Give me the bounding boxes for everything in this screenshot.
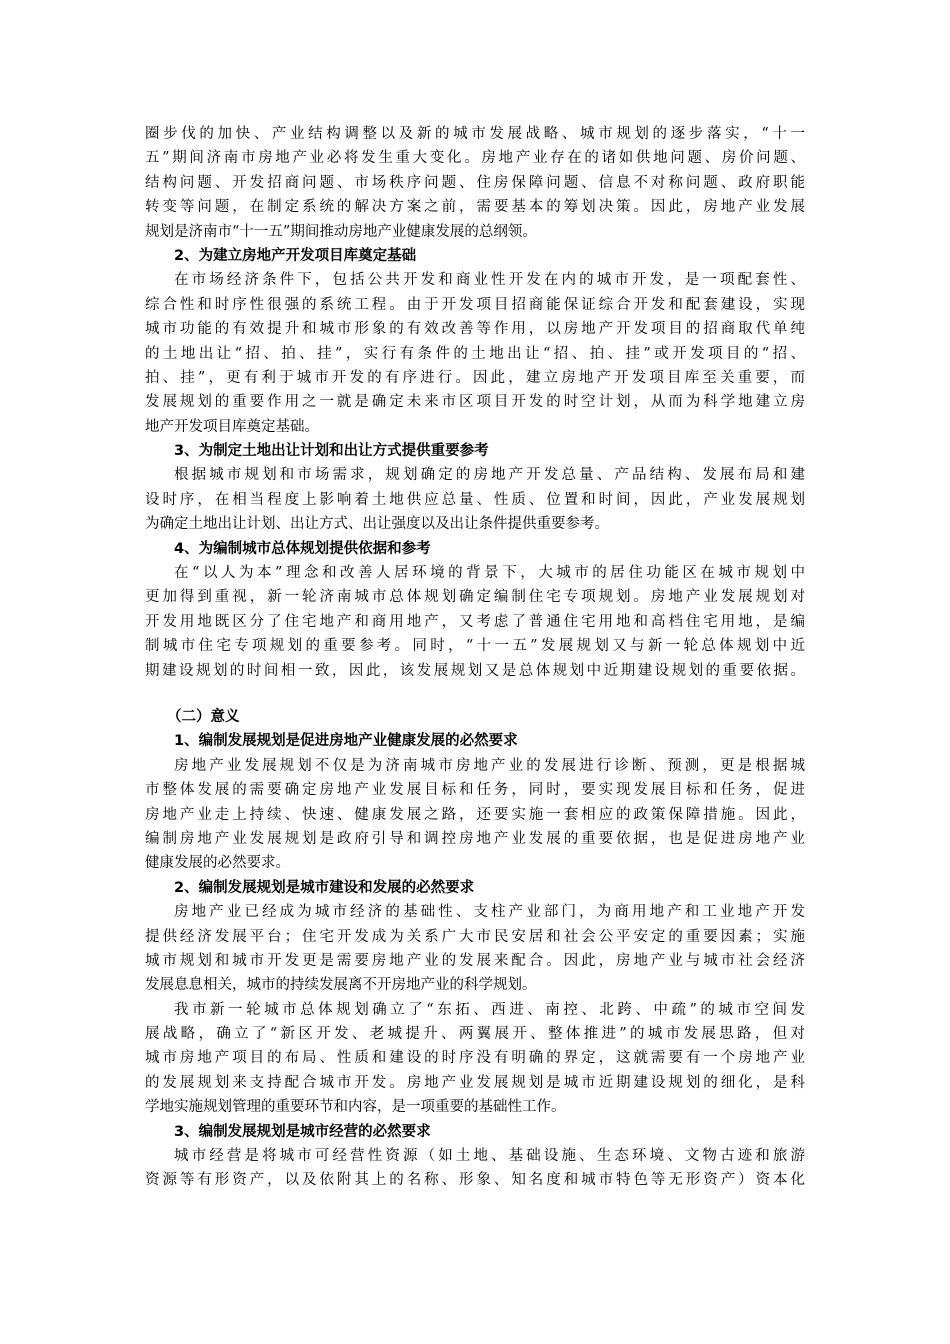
text-line: 在市场经济条件下，包括公共开发和商业性开发在内的城市开发，是一项配套性、 xyxy=(174,272,805,289)
text-line: 展战略，确立了“新区开发、老城提升、两翼展开、整体推进”的城市发展思路，但对 xyxy=(145,1026,805,1043)
text-line: 转变等问题，在制定系统的解决方案之前，需要基本的筹划决策。因此，房地产业发展 xyxy=(145,199,805,216)
paragraph-city-construction xyxy=(145,900,805,998)
text-line: 五”期间济南市房地产业必将发生重大变化。房地产业存在的诸如供地问题、房价问题、 xyxy=(145,150,805,167)
text-line: 发展息息相关，城市的持续发展离不开房地产业的科学规划。 xyxy=(145,977,537,994)
text-line: 学地实施规划管理的重要环节和内容，是一项重要的基础性工作。 xyxy=(145,1099,566,1116)
paragraph-healthy-development xyxy=(145,754,805,876)
text-line: 房地产业发展规划不仅是为济南城市房地产业的发展进行诊断、预测，更是根据城 xyxy=(174,757,805,774)
text-line: 综合性和时序性很强的系统工程。由于开发项目招商能保证综合开发和配套建设，实现 xyxy=(145,296,805,313)
text-line: 结构问题、开发招商问题、市场秩序问题、住房保障问题、信息不对称问题、政府职能 xyxy=(145,174,805,191)
text-line: 城市房地产项目的布局、性质和建设的时序没有明确的界定，这就需要有一个房地产业 xyxy=(145,1050,805,1067)
text-line: 市整体发展的需要确定房地产业发展目标和任务，同时，要实现发展目标和任务，促进 xyxy=(145,782,805,799)
text-line: 期建设规划的时间相一致，因此，该发展规划又是总体规划中近期建设规划的重要依据。 xyxy=(145,662,805,679)
text-line: 圈步伐的加快、产业结构调整以及新的城市发展战略、城市规划的逐步落实，“十一 xyxy=(145,126,805,142)
text-line: 城市功能的有效提升和城市形象的有效改善等作用，以房地产开发项目的招商取代单纯 xyxy=(145,321,805,338)
heading-master-plan: 4、为编制城市总体规划提供依据和参考 xyxy=(174,540,431,557)
text-line: 在“以人为本”理念和改善人居环境的背景下，大城市的居住功能区在城市规划中 xyxy=(174,565,805,582)
paragraph-spatial-strategy xyxy=(145,998,805,1120)
paragraph-project-library xyxy=(145,268,805,439)
text-line: 开发用地既区分了住宅地产和商用地产，又考虑了普通住宅用地和高档住宅用地，是编 xyxy=(145,613,805,630)
text-line: 编制房地产业发展规划是政府引导和调控房地产业发展的重要依据，也是促进房地产业 xyxy=(145,830,805,847)
text-line: 规划是济南市“十一五”期间推动房地产业健康发展的总纲领。 xyxy=(145,223,537,240)
text-line: 房地产业走上持续、快速、健康发展之路，还要实施一套相应的政策保障措施。因此， xyxy=(145,806,805,823)
text-line: 房地产业已经成为城市经济的基础性、支柱产业部门，为商用地产和工业地产开发 xyxy=(174,904,805,921)
text-line: 为确定土地出让计划、出让方式、出让强度以及出让条件提供重要参考。 xyxy=(145,516,609,533)
text-line: 拍、挂”，更有利于城市开发的有序进行。因此，建立房地产开发项目库至关重要，而 xyxy=(145,369,805,386)
text-line: 提供经济发展平台；住宅开发成为关系广大市民安居和社会公平安定的重要因素；实施 xyxy=(145,928,805,945)
text-line: 设时序，在相当程度上影响着土地供应总量、性质、位置和时间，因此，产业发展规划 xyxy=(145,491,805,508)
heading-city-operation: 3、编制发展规划是城市经营的必然要求 xyxy=(174,1123,431,1140)
text-line: 健康发展的必然要求。 xyxy=(145,855,290,872)
heading-project-library: 2、为建立房地产开发项目库奠定基础 xyxy=(174,247,417,264)
text-line: 我市新一轮城市总体规划确立了“东拓、西进、南控、北跨、中疏”的城市空间发 xyxy=(174,1001,805,1018)
text-line: 制城市住宅专项规划的重要参考。同时，“十一五”发展规划又与新一轮总体规划中近 xyxy=(145,638,805,655)
heading-healthy-development: 1、编制发展规划是促进房地产业健康发展的必然要求 xyxy=(174,733,518,750)
paragraph-master-plan xyxy=(145,561,805,683)
text-line: 资源等有形资产，以及依附其上的名称、形象、知名度和城市特色等无形资产）资本化 xyxy=(145,1172,805,1189)
text-line: 发展规划的重要作用之一就是确定未来市区项目开发的时空计划，从而为科学地建立房 xyxy=(145,394,805,411)
text-line: 地产开发项目库奠定基础。 xyxy=(145,418,319,435)
paragraph-land-transfer xyxy=(145,463,805,536)
text-line: 的土地出让“招、拍、挂”，实行有条件的土地出让“招、拍、挂”或开发项目的“招、 xyxy=(145,345,805,362)
paragraph-planning-guidance xyxy=(145,122,805,244)
heading-city-construction: 2、编制发展规划是城市建设和发展的必然要求 xyxy=(174,879,475,896)
heading-land-transfer: 3、为制定土地出让计划和出让方式提供重要参考 xyxy=(174,443,489,460)
paragraph-city-operation xyxy=(145,1144,805,1193)
text-line: 城市经营是将城市可经营性资源（如土地、基础设施、生态环境、文物古迹和旅游 xyxy=(174,1148,805,1165)
section-title-significance: （二）意义 xyxy=(167,708,240,725)
document-page xyxy=(145,122,805,1193)
text-line: 的发展规划来支持配合城市开发。房地产业发展规划是城市近期建设规划的细化，是科 xyxy=(145,1074,805,1091)
text-line: 根据城市规划和市场需求，规划确定的房地产开发总量、产品结构、发展布局和建 xyxy=(174,467,805,484)
text-line: 城市规划和城市开发更是需要房地产业的发展来配合。因此，房地产业与城市社会经济 xyxy=(145,952,805,969)
text-line: 更加得到重视，新一轮济南城市总体规划确定编制住宅专项规划。房地产业发展规划对 xyxy=(145,589,805,606)
